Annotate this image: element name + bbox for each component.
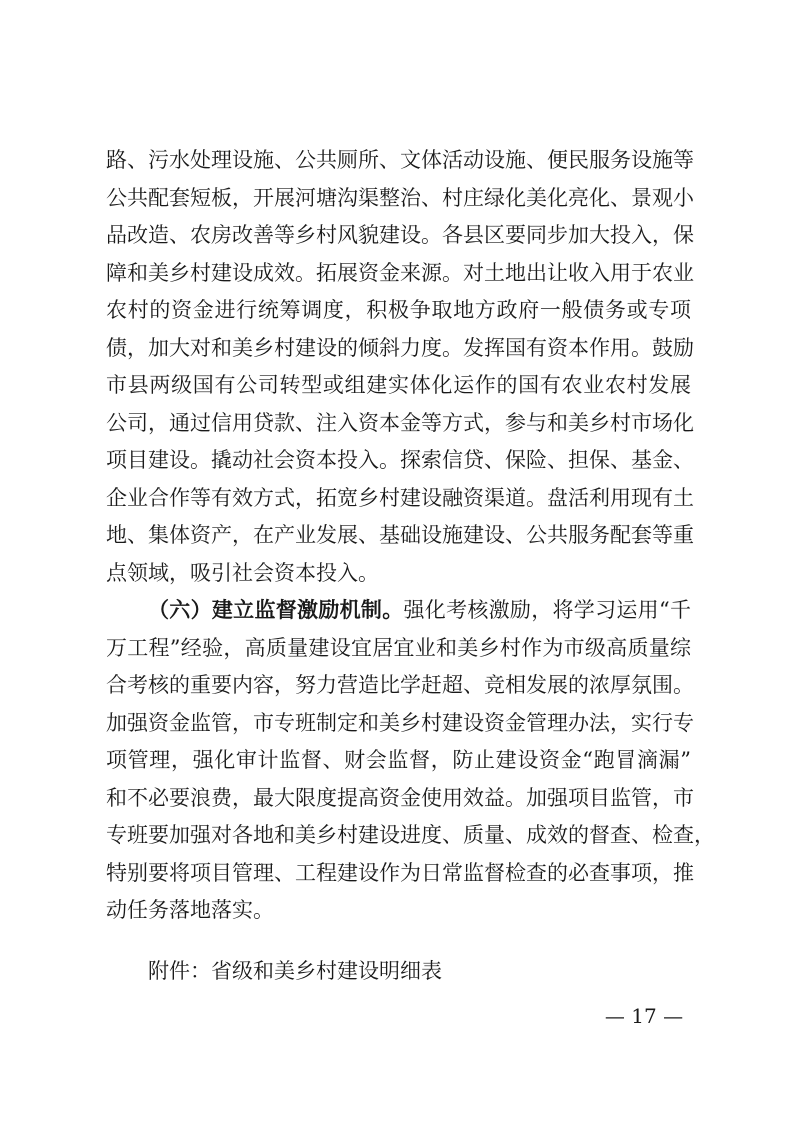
paragraph-line: 路、污水处理设施、公共厕所、文体活动设施、便民服务设施等 xyxy=(106,148,694,172)
page-number: — 17 — xyxy=(604,1004,684,1028)
paragraph-line: 公司，通过信用贷款、注入资本金等方式，参与和美乡村市场化 xyxy=(106,410,694,435)
paragraph-line: 专班要加强对各地和美乡村建设进度、质量、成效的督查、检查， xyxy=(106,823,715,847)
attachment-note: 附件：省级和美乡村建设明细表 xyxy=(148,959,442,983)
paragraph-line: 特别要将项目管理、工程建设作为日常监督检查的必查事项，推 xyxy=(106,860,694,885)
paragraph-line: 和不必要浪费，最大限度提高资金使用效益。加强项目监管，市 xyxy=(106,785,694,810)
paragraph-line: 市县两级国有公司转型或组建实体化运作的国有农业农村发展 xyxy=(106,373,691,397)
paragraph-line: 地、集体资产，在产业发展、基础设施建设、公共服务配套等重 xyxy=(106,523,694,547)
paragraph-line: 债，加大对和美乡村建设的倾斜力度。发挥国有资本作用。鼓励 xyxy=(106,335,694,360)
paragraph-line: 万工程”经验，高质量建设宜居宜业和美乡村作为市级高质量综 xyxy=(106,635,691,660)
paragraph-line: 项管理，强化审计监督、财会监督，防止建设资金“跑冒滴漏” xyxy=(106,748,691,772)
paragraph-line: 项目建设。撬动社会资本投入。探索信贷、保险、担保、基金、 xyxy=(106,448,694,472)
section-first-line xyxy=(148,592,691,628)
paragraph-line: 公共配套短板，开展河塘沟渠整治、村庄绿化美化亮化、景观小 xyxy=(106,185,694,210)
paragraph-line: 加强资金监管，市专班制定和美乡村建设资金管理办法，实行专 xyxy=(106,710,694,735)
paragraph-line: 企业合作等有效方式，拓宽乡村建设融资渠道。盘活利用现有土 xyxy=(106,485,694,510)
paragraph-line: 点领域，吸引社会资本投入。 xyxy=(106,560,379,585)
paragraph-line: 动任务落地落实。 xyxy=(106,898,274,922)
paragraph-line: 农村的资金进行统筹调度，积极争取地方政府一般债务或专项 xyxy=(106,298,691,322)
paragraph-line: 合考核的重要内容，努力营造比学赶超、竞相发展的浓厚氛围。 xyxy=(106,673,694,697)
section-heading: （六）建立监督激励机制。 xyxy=(148,597,404,622)
section-first-line-text: 强化考核激励，将学习运用“千 xyxy=(403,598,691,622)
paragraph-line: 障和美乡村建设成效。拓展资金来源。对土地出让收入用于农业 xyxy=(106,260,694,285)
paragraph-line: 品改造、农房改善等乡村风貌建设。各县区要同步加大投入，保 xyxy=(106,223,694,247)
